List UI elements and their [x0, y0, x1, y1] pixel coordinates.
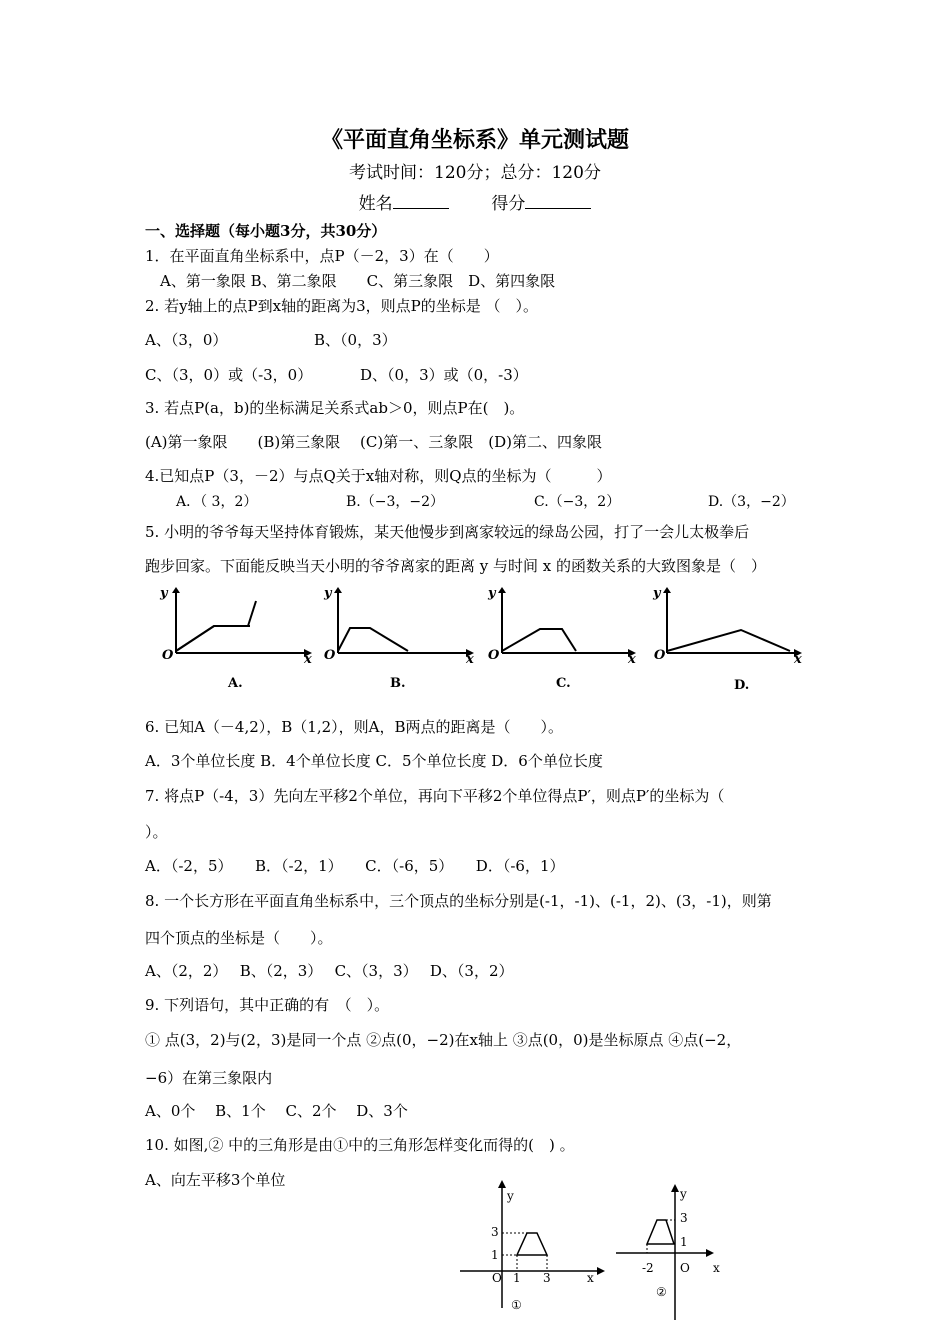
question-2-option-d: D、（0，3）或（0，-3）	[360, 366, 528, 384]
fig1-tick-1: 1	[491, 1248, 499, 1262]
graph-a-caption: A.	[228, 676, 243, 691]
question-6-options: A．3个单位长度 B．4个单位长度 C．5个单位长度 D．6个单位长度	[145, 752, 603, 770]
graph-c-x-label: x	[628, 652, 636, 667]
question-4-option-c: C.（−3，2）	[534, 494, 621, 510]
name-score-line	[0, 189, 950, 214]
question-7-line-1: 7. 将点P（-4，3）先向左平移2个单位，再向下平移2个单位得点P′，则点P′的坐标为（	[145, 787, 725, 805]
graph-d-caption: D.	[734, 678, 750, 693]
fig1-tick-3: 3	[491, 1225, 499, 1239]
exam-info: 考试时间：120分；总分：120分	[349, 163, 601, 183]
question-6: 6. 已知A（－4,2），B（1,2），则A，B两点的距离是（ ）。	[145, 718, 564, 736]
fig1-x-label: x	[587, 1271, 594, 1285]
section-heading: 一、选择题（每小题3分，共30分）	[145, 222, 387, 240]
question-10: 10. 如图,② 中的三角形是由①中的三角形怎样变化而得的( ) 。	[145, 1136, 575, 1154]
question-1: 1．在平面直角坐标系中，点P（－2，3）在（ ）	[145, 247, 499, 265]
question-7-line-2: ）。	[145, 823, 168, 841]
question-5-line-2: 跑步回家。下面能反映当天小明的爷爷离家的距离 y 与时间 x 的函数关系的大致图象是（ ）	[145, 557, 767, 575]
fig1-x-tick-1: 1	[513, 1271, 521, 1285]
question-2-option-b: B、（0，3）	[314, 331, 397, 349]
graph-b-y-label: y	[324, 586, 332, 601]
graph-d-x-label: x	[794, 652, 802, 667]
name-blank[interactable]	[393, 192, 449, 209]
fig2-origin: O	[680, 1261, 690, 1275]
question-4: 4.已知点P（3，－2）与点Q关于x轴对称，则Q点的坐标为（ ）	[145, 467, 612, 485]
question-2-option-a: A、（3，0）	[145, 331, 228, 349]
question-9-line-2: −6）在第三象限内	[145, 1069, 273, 1087]
graph-b-caption: B.	[390, 676, 406, 691]
graph-b-origin: O	[324, 648, 336, 663]
score-label: 得分	[491, 194, 526, 214]
question-9-options: A、0个 B、1个 C、2个 D、3个	[145, 1102, 408, 1120]
name-label: 姓名	[358, 194, 393, 214]
fig1-x-tick-3: 3	[543, 1271, 551, 1285]
fig1-origin: O	[492, 1271, 502, 1285]
fig1-y-label: y	[507, 1189, 514, 1203]
question-9: 9. 下列语句，其中正确的有 （ ）。	[145, 996, 390, 1014]
question-3: 3. 若点P(a，b)的坐标满足关系式ab＞0，则点P在( )。	[145, 399, 525, 417]
fig1-caption: ①	[511, 1298, 522, 1312]
question-4-option-d: D.（3，−2）	[708, 494, 795, 510]
question-4-option-a: A．（ 3，2）	[176, 494, 258, 510]
fig2-x-tick-neg2: -2	[642, 1261, 654, 1275]
page-title: 《平面直角坐标系》单元测试题	[320, 127, 629, 153]
graph-b-x-label: x	[466, 652, 474, 667]
question-9-line-1: ① 点(3，2)与(2，3)是同一个点 ②点(0，−2)在x轴上 ③点(0，0)是坐标原点 ④点(−2，	[145, 1031, 742, 1049]
question-2: 2. 若y轴上的点P到x轴的距离为3，则点P的坐标是 （ ）。	[145, 297, 539, 315]
graph-c-y-label: y	[488, 586, 496, 601]
question-8-line-2: 四个顶点的坐标是（ ）。	[145, 929, 333, 947]
question-10-figure-1	[455, 1178, 615, 1318]
graph-c-origin: O	[488, 648, 500, 663]
question-4-option-b: B.（−3，−2）	[346, 494, 445, 510]
question-5-graphs	[150, 585, 820, 695]
score-blank[interactable]	[525, 192, 591, 209]
fig2-tick-3: 3	[680, 1211, 688, 1225]
fig2-y-label: y	[680, 1187, 687, 1201]
graph-c-caption: C.	[556, 676, 571, 691]
question-5-line-1: 5. 小明的爷爷每天坚持体育锻炼，某天他慢步到离家较远的绿岛公园，打了一会儿太极拳后	[145, 523, 750, 541]
graph-a-x-label: x	[304, 652, 312, 667]
fig2-x-label: x	[713, 1261, 720, 1275]
question-8-options: A、（2，2） B、（2，3） C、（3，3） D、（3，2）	[145, 962, 514, 980]
question-10-figure-2	[612, 1182, 732, 1322]
graph-a-y-label: y	[160, 586, 168, 601]
question-3-options: (A)第一象限 (B)第三象限 (C)第一、三象限 (D)第二、四象限	[145, 433, 602, 451]
question-7-options: A．（-2，5） B．（-2，1） C．（-6，5） D．（-6，1）	[145, 857, 565, 875]
question-1-options: A、第一象限 B、第二象限 C、第三象限 D、第四象限	[160, 272, 556, 290]
question-2-option-c: C、（3，0）或（-3，0）	[145, 366, 313, 384]
graph-a-origin: O	[162, 648, 174, 663]
graph-d-origin: O	[654, 648, 666, 663]
question-10-option-a: A、向左平移3个单位	[145, 1171, 286, 1189]
question-8-line-1: 8. 一个长方形在平面直角坐标系中，三个顶点的坐标分别是(-1，-1)、(-1，2)、(3，-1)，则第	[145, 892, 772, 910]
fig2-tick-1: 1	[680, 1235, 688, 1249]
graph-d-y-label: y	[653, 586, 661, 601]
fig2-caption: ②	[656, 1285, 667, 1299]
